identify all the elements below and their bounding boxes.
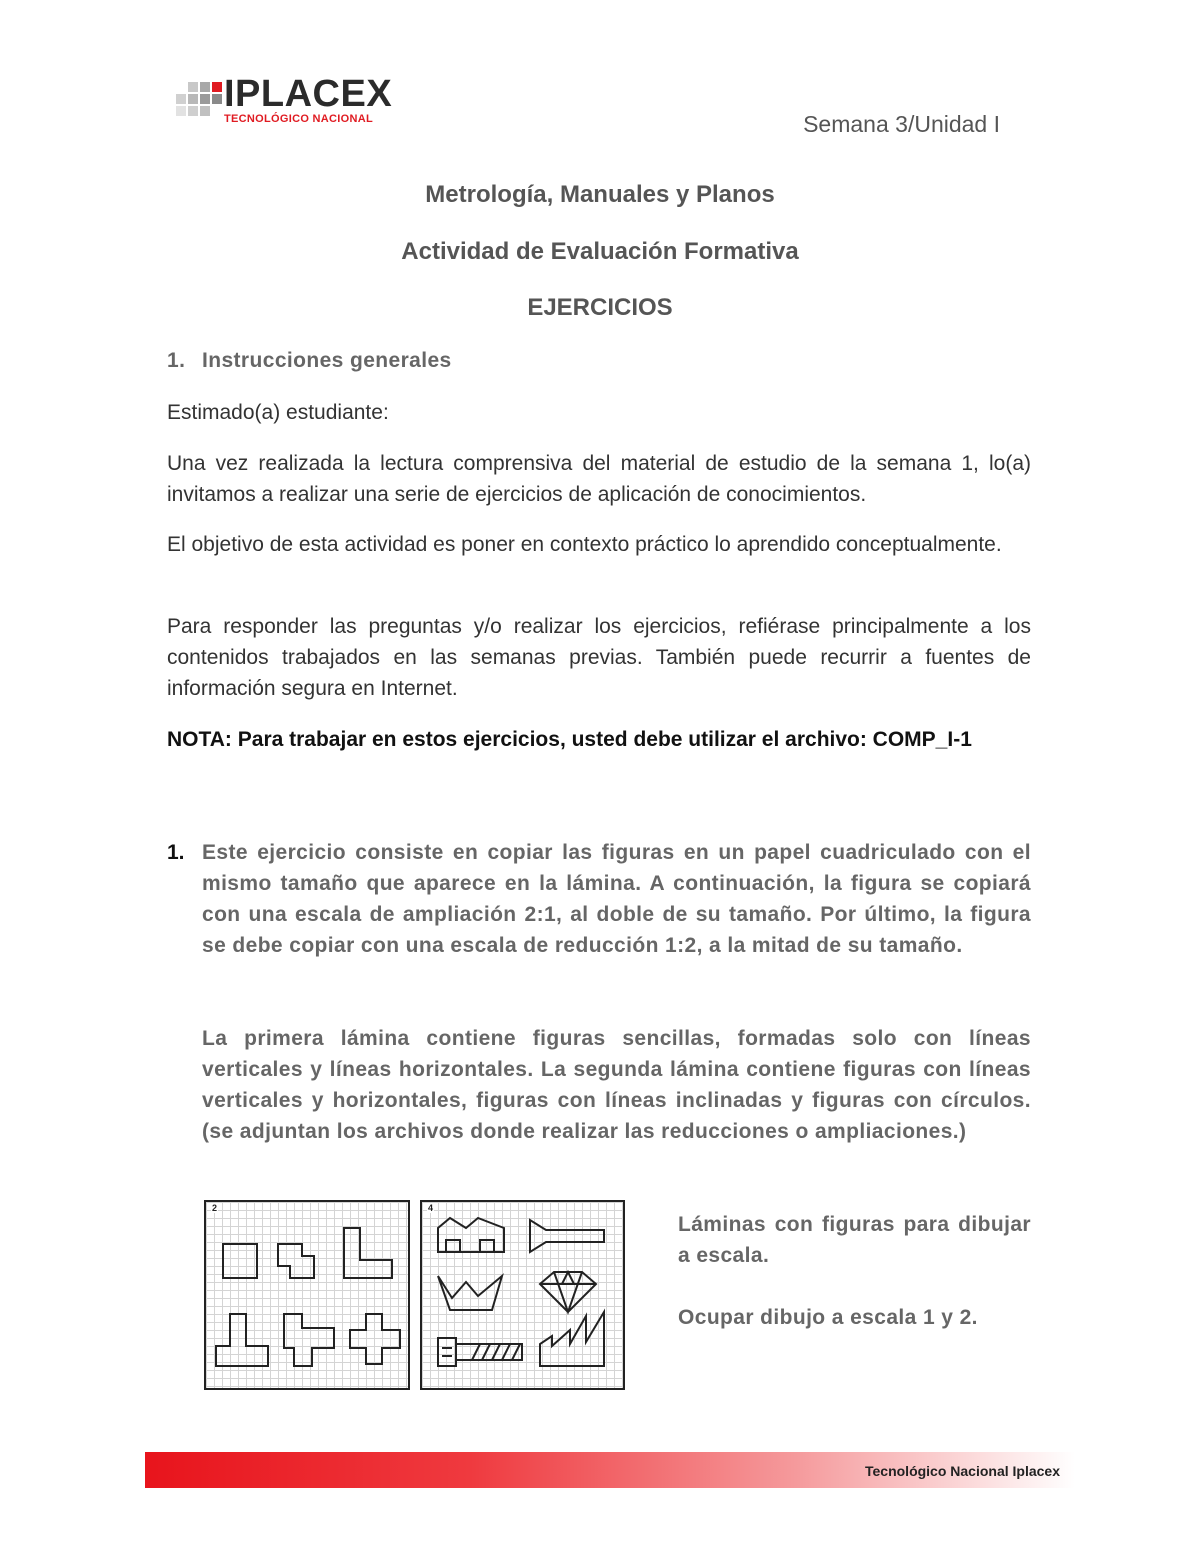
cross-figure — [350, 1314, 400, 1364]
sheets-caption: Láminas con figuras para dibujar a escala. — [678, 1213, 1031, 1267]
week-unit-label: Semana 3/Unidad I — [803, 111, 1000, 137]
exercise-paragraph-1: Este ejercicio consiste en copiar las figuras en un papel cuadriculado con el mismo tamaño que aparece en la lámina. A continuación, la figura se copiará con una escala de ampliación 2:1, al doble de su tamaño. Por último, la figura se debe copiar con una escala de reducción 1:2, a la mitad de su tamaño. — [202, 841, 1031, 957]
logo-name: IPLACEX — [224, 73, 393, 115]
section-title: EJERCICIOS — [527, 294, 673, 321]
sheet-2-figures — [422, 1202, 627, 1392]
bolt-thread — [472, 1344, 520, 1360]
scale-caption: Ocupar dibujo a escala 1 y 2. — [678, 1306, 978, 1329]
sheet-2-label: 4 — [428, 1203, 434, 1213]
sheet-1-figures — [206, 1202, 412, 1392]
t-figure — [216, 1314, 268, 1366]
sawtooth-figure — [540, 1312, 604, 1366]
bolt-head — [438, 1338, 456, 1366]
logo-subtitle: TECNOLÓGICO NACIONAL — [224, 113, 373, 125]
l-figure — [344, 1228, 392, 1278]
greeting: Estimado(a) estudiante: — [167, 401, 389, 424]
activity-title: Actividad de Evaluación Formativa — [401, 238, 799, 265]
flashlight-figure — [530, 1220, 604, 1252]
note-paragraph: NOTA: Para trabajar en estos ejercicios, usted debe utilizar el archivo: COMP_I-1 — [167, 728, 972, 751]
instructions-heading-text: Instrucciones generales — [202, 349, 452, 372]
footer-text: Tecnológico Nacional Iplacex — [864, 1463, 1060, 1479]
exercise-paragraph-2: La primera lámina contiene figuras sencillas, formadas solo con líneas verticales y líneas horizontales. La segunda lámina contiene figuras con líneas verticales y horizontales, figuras con líneas inclinadas y figuras con círculos. (se adjuntan los archivos donde realizar las reducciones o ampliaciones.) — [202, 1027, 1031, 1143]
z-figure — [278, 1244, 314, 1278]
iplacex-logo — [176, 73, 406, 128]
step-figure — [284, 1314, 334, 1366]
instructions-number: 1. — [167, 349, 186, 372]
square-figure — [223, 1244, 257, 1278]
instructions-paragraph-2: El objetivo de esta actividad es poner en contexto práctico lo aprendido conceptualmente. — [167, 533, 1002, 556]
drawing-sheet-2 — [420, 1200, 625, 1390]
course-title: Metrología, Manuales y Planos — [425, 181, 775, 208]
exercise-number: 1. — [167, 841, 185, 864]
instructions-paragraph-3: Para responder las preguntas y/o realizar los ejercicios, refiérase principalmente a los contenidos trabajados en las semanas previas. También puede recurrir a fuentes de información segura en Internet. — [167, 615, 1031, 700]
crown-figure — [438, 1276, 502, 1310]
sheet-1-label: 2 — [212, 1203, 218, 1213]
diamond-figure — [540, 1272, 596, 1312]
bolt-marks — [442, 1348, 452, 1356]
logo-mark-icon — [176, 80, 222, 124]
instructions-paragraph-1: Una vez realizada la lectura comprensiva del material de estudio de la semana 1, lo(a) invitamos a realizar una serie de ejercicios de aplicación de conocimientos. — [167, 452, 1031, 506]
drawing-sheet-1 — [204, 1200, 410, 1390]
house-doors — [446, 1240, 494, 1252]
